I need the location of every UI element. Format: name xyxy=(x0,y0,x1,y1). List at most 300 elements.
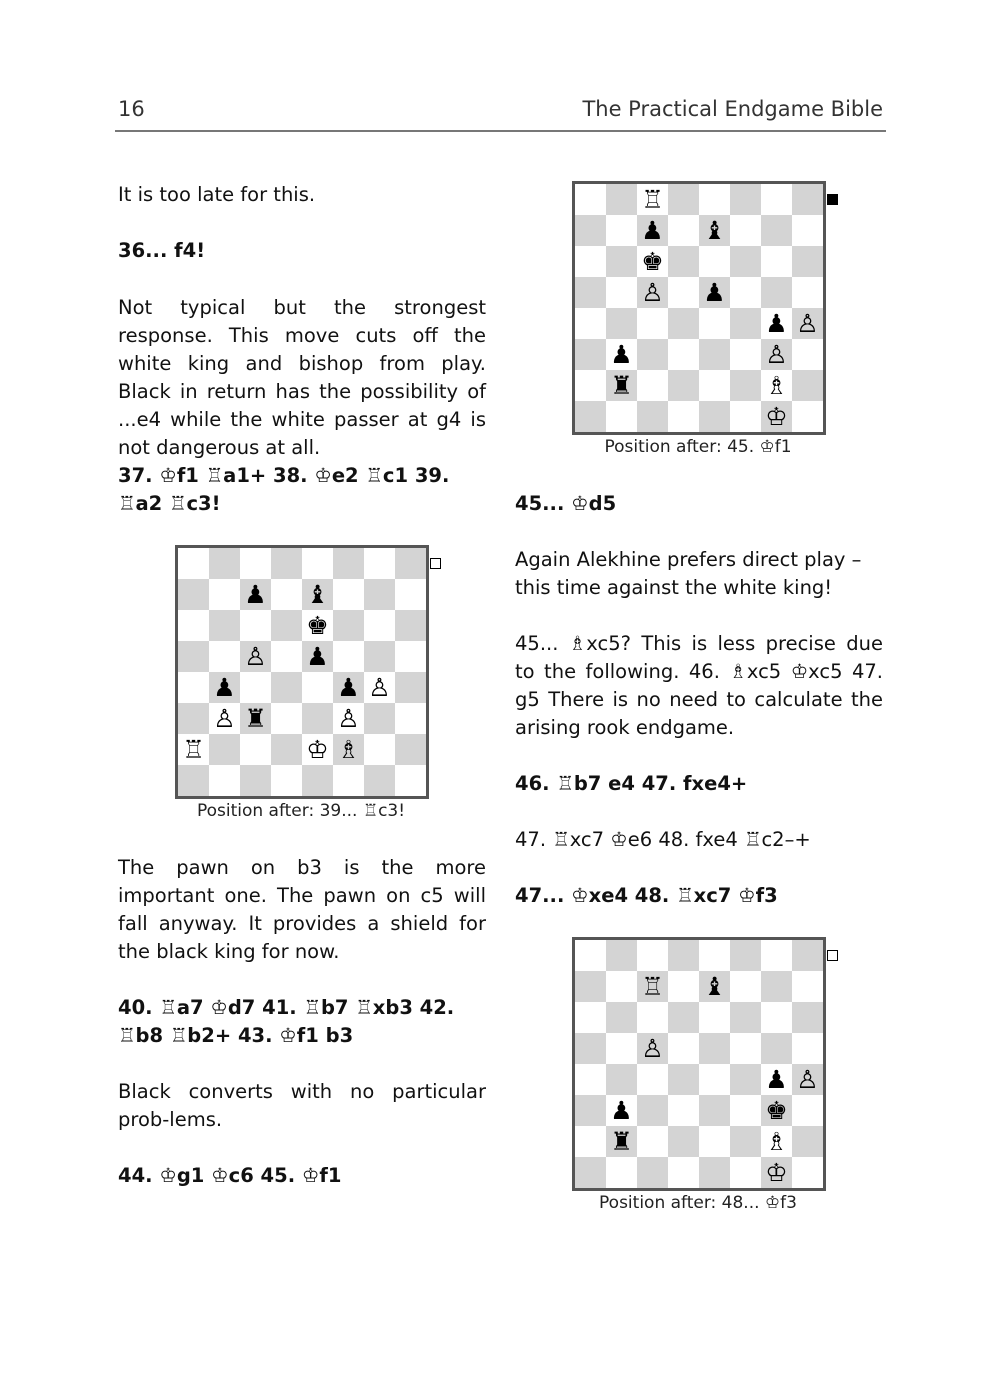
board-square xyxy=(364,641,395,672)
move-text: g1 xyxy=(176,1164,212,1187)
board-square xyxy=(792,339,823,370)
move-text: 40. xyxy=(118,996,160,1019)
board-square xyxy=(575,1095,606,1126)
board-square xyxy=(333,641,364,672)
move-line xyxy=(515,490,883,518)
move-text: a1+ 38. xyxy=(223,464,315,487)
board-square xyxy=(792,215,823,246)
board-square xyxy=(395,579,426,610)
black-pawn-icon: ♟ xyxy=(765,309,788,338)
board-square xyxy=(668,1157,699,1188)
move-text: 47... xyxy=(515,884,572,907)
black-pawn-icon: ♟ xyxy=(306,642,329,671)
board-square xyxy=(761,215,792,246)
figurine-icon: ♖ xyxy=(205,464,224,487)
board-square xyxy=(606,246,637,277)
board-square xyxy=(606,370,637,401)
chess-diagram xyxy=(572,937,826,1191)
board-square xyxy=(637,401,668,432)
board-square xyxy=(178,579,209,610)
figurine-icon: ♖ xyxy=(355,996,373,1019)
board-square xyxy=(395,641,426,672)
board-square xyxy=(699,308,730,339)
board-square xyxy=(699,940,730,971)
move-text: b8 xyxy=(135,1024,170,1047)
figurine-icon: ♔ xyxy=(279,1024,297,1047)
board-square xyxy=(637,971,668,1002)
figurine-icon: ♖ xyxy=(676,884,694,907)
board-square xyxy=(271,672,302,703)
move-text: 37. xyxy=(118,464,160,487)
white-bishop-icon: ♗ xyxy=(337,735,360,764)
figurine-icon: ♖ xyxy=(118,1024,136,1047)
board-square xyxy=(730,401,761,432)
board-square xyxy=(699,1157,730,1188)
white-pawn-icon: ♙ xyxy=(213,704,236,733)
white-pawn-icon: ♙ xyxy=(796,309,819,338)
board-square xyxy=(333,703,364,734)
board-square xyxy=(699,1126,730,1157)
figurine-icon: ♖ xyxy=(365,464,383,487)
header-rule xyxy=(115,130,886,132)
board-square xyxy=(606,401,637,432)
board-square xyxy=(240,765,271,796)
board-square xyxy=(606,1095,637,1126)
board-square xyxy=(302,765,333,796)
board-square xyxy=(730,215,761,246)
move-line: 36... f4! xyxy=(118,239,206,262)
board-square xyxy=(606,184,637,215)
move-text: a2 xyxy=(135,492,169,515)
move-text: e6 48. fxe4 xyxy=(627,828,744,851)
white-king-icon: ♔ xyxy=(765,402,788,431)
board-square xyxy=(761,1157,792,1188)
move-text: xc5 47. g5 There is no need to calculate the arising rook endgame. xyxy=(515,660,883,739)
board-square xyxy=(668,1126,699,1157)
figurine-icon: ♖ xyxy=(556,772,574,795)
board-square xyxy=(730,1002,761,1033)
board-square xyxy=(668,1033,699,1064)
board-square xyxy=(699,971,730,1002)
text-paragraph xyxy=(515,826,883,854)
move-text: 44. xyxy=(118,1164,160,1187)
black-king-icon: ♚ xyxy=(306,611,329,640)
move-text: 47. xyxy=(515,828,553,851)
move-text: xe4 48. xyxy=(588,884,677,907)
board-square xyxy=(209,734,240,765)
move-text: f1 b3 xyxy=(296,1024,354,1047)
board-square xyxy=(178,610,209,641)
move-text: c2–+ xyxy=(761,828,811,851)
board-square xyxy=(668,401,699,432)
board-square xyxy=(699,1033,730,1064)
board-square xyxy=(302,672,333,703)
board-square xyxy=(668,940,699,971)
board-square xyxy=(761,339,792,370)
figurine-icon: ♔ xyxy=(211,1164,229,1187)
black-pawn-icon: ♟ xyxy=(610,1096,633,1125)
board-square xyxy=(271,703,302,734)
board-square xyxy=(240,548,271,579)
move-text: xb3 42. xyxy=(372,996,455,1019)
board-square xyxy=(606,1126,637,1157)
black-rook-icon: ♜ xyxy=(244,704,267,733)
text-paragraph: The pawn on b3 is the more important one. The pawn on c5 will fall anyway. It provides a shield for the black king for now. xyxy=(118,856,486,963)
board-square xyxy=(699,339,730,370)
book-title: The Practical Endgame Bible xyxy=(582,97,883,121)
board-square xyxy=(699,1064,730,1095)
black-pawn-icon: ♟ xyxy=(213,673,236,702)
white-to-move-marker xyxy=(827,950,838,961)
board-square xyxy=(364,610,395,641)
figurine-icon: ♔ xyxy=(738,884,756,907)
board-square xyxy=(575,1157,606,1188)
board-square xyxy=(178,734,209,765)
board-square xyxy=(606,277,637,308)
figurine-icon: ♖ xyxy=(159,996,177,1019)
black-king-icon: ♚ xyxy=(765,1096,788,1125)
board-square xyxy=(575,1002,606,1033)
board-square xyxy=(575,1126,606,1157)
move-line xyxy=(118,462,486,518)
board-square xyxy=(668,1002,699,1033)
figurine-icon: ♔ xyxy=(790,660,809,683)
black-pawn-icon: ♟ xyxy=(703,278,726,307)
move-text: xc7 xyxy=(693,884,739,907)
board-square xyxy=(668,246,699,277)
move-line xyxy=(118,1162,486,1190)
board-square xyxy=(575,370,606,401)
board-square xyxy=(761,184,792,215)
white-pawn-icon: ♙ xyxy=(641,1034,664,1063)
board-square xyxy=(364,579,395,610)
black-rook-icon: ♜ xyxy=(610,1127,633,1156)
black-pawn-icon: ♟ xyxy=(244,580,267,609)
text-paragraph: It is too late for this. xyxy=(118,183,316,206)
black-pawn-icon: ♟ xyxy=(337,673,360,702)
white-pawn-icon: ♙ xyxy=(796,1065,819,1094)
board-square xyxy=(178,548,209,579)
text-paragraph: Again Alekhine prefers direct play – this time against the white king! xyxy=(515,548,862,599)
white-bishop-icon: ♗ xyxy=(765,1127,788,1156)
board-square xyxy=(792,246,823,277)
board-square xyxy=(637,246,668,277)
board-square xyxy=(302,548,333,579)
board-square xyxy=(606,971,637,1002)
figurine-icon: ♔ xyxy=(159,464,177,487)
board-square xyxy=(606,339,637,370)
white-rook-icon: ♖ xyxy=(182,735,205,764)
board-square xyxy=(271,579,302,610)
board-square xyxy=(637,1064,668,1095)
board-square xyxy=(240,734,271,765)
diagram-caption: Position after: 48... ♔f3 xyxy=(599,1193,797,1213)
move-text: c1 39. xyxy=(382,464,450,487)
board-square xyxy=(761,1064,792,1095)
board-square xyxy=(333,734,364,765)
board-square xyxy=(761,971,792,1002)
move-text: xc5? This is less precise due to the following. 46. xyxy=(515,632,883,683)
board-square xyxy=(668,308,699,339)
board-square xyxy=(302,610,333,641)
white-king-icon: ♔ xyxy=(765,1158,788,1187)
board-square xyxy=(730,308,761,339)
board-square xyxy=(730,1064,761,1095)
board-square xyxy=(792,1033,823,1064)
move-text: f1 xyxy=(319,1164,342,1187)
board-square xyxy=(209,672,240,703)
board-square xyxy=(364,672,395,703)
board-square xyxy=(333,548,364,579)
board-square xyxy=(730,1033,761,1064)
board-square xyxy=(730,184,761,215)
white-king-icon: ♔ xyxy=(306,735,329,764)
board-square xyxy=(240,672,271,703)
move-text: b7 xyxy=(320,996,356,1019)
board-square xyxy=(395,610,426,641)
white-rook-icon: ♖ xyxy=(641,185,664,214)
board-square xyxy=(209,765,240,796)
figurine-icon: ♖ xyxy=(118,492,136,515)
move-text: f1 xyxy=(176,464,206,487)
board-square xyxy=(209,548,240,579)
board-square xyxy=(668,215,699,246)
board-square xyxy=(302,734,333,765)
board-square xyxy=(606,308,637,339)
board-square xyxy=(792,401,823,432)
board-square xyxy=(730,277,761,308)
board-square xyxy=(792,184,823,215)
board-square xyxy=(209,703,240,734)
board-square xyxy=(761,1033,792,1064)
board-square xyxy=(637,215,668,246)
board-square xyxy=(699,1002,730,1033)
board-square xyxy=(271,765,302,796)
board-square xyxy=(792,277,823,308)
board-square xyxy=(792,308,823,339)
white-rook-icon: ♖ xyxy=(641,972,664,1001)
board-square xyxy=(302,579,333,610)
chess-diagram xyxy=(572,181,826,435)
board-square xyxy=(668,1095,699,1126)
board-square xyxy=(792,940,823,971)
text-paragraph xyxy=(515,630,883,742)
board-square xyxy=(668,339,699,370)
board-square xyxy=(575,277,606,308)
move-line xyxy=(515,882,883,910)
black-rook-icon: ♜ xyxy=(610,371,633,400)
board-square xyxy=(240,641,271,672)
board-square xyxy=(575,1033,606,1064)
board-square xyxy=(575,339,606,370)
figurine-icon: ♔ xyxy=(314,464,332,487)
board-square xyxy=(668,184,699,215)
board-square xyxy=(699,401,730,432)
board-square xyxy=(178,765,209,796)
board-square xyxy=(395,672,426,703)
board-square xyxy=(730,940,761,971)
black-bishop-icon: ♝ xyxy=(306,580,329,609)
figurine-icon: ♔ xyxy=(571,492,589,515)
white-to-move-marker xyxy=(430,558,441,569)
board-square xyxy=(333,610,364,641)
board-square xyxy=(240,703,271,734)
board-square xyxy=(575,308,606,339)
board-square xyxy=(637,339,668,370)
white-pawn-icon: ♙ xyxy=(765,340,788,369)
board-square xyxy=(637,184,668,215)
board-square xyxy=(730,1095,761,1126)
board-square xyxy=(761,308,792,339)
figurine-icon: ♖ xyxy=(743,828,762,851)
board-square xyxy=(668,971,699,1002)
board-square xyxy=(606,1157,637,1188)
move-text: b7 e4 47. fxe4+ xyxy=(573,772,748,795)
board-square xyxy=(333,579,364,610)
board-square xyxy=(668,370,699,401)
black-pawn-icon: ♟ xyxy=(610,340,633,369)
board-square xyxy=(637,277,668,308)
figurine-icon: ♔ xyxy=(301,1164,320,1187)
board-square xyxy=(575,401,606,432)
board-square xyxy=(637,1126,668,1157)
board-square xyxy=(395,548,426,579)
diagram-caption: Position after: 45. ♔f1 xyxy=(604,437,792,457)
board-square xyxy=(240,579,271,610)
board-square xyxy=(209,579,240,610)
white-pawn-icon: ♙ xyxy=(368,673,391,702)
move-text: d7 41. xyxy=(227,996,304,1019)
board-square xyxy=(730,246,761,277)
board-square xyxy=(575,940,606,971)
board-square xyxy=(637,940,668,971)
figurine-icon: ♖ xyxy=(169,492,187,515)
figurine-icon: ♗ xyxy=(729,660,747,683)
board-square xyxy=(209,641,240,672)
board-square xyxy=(761,370,792,401)
move-text: c6 45. xyxy=(228,1164,302,1187)
board-square xyxy=(668,277,699,308)
figurine-icon: ♔ xyxy=(571,884,589,907)
board-square xyxy=(730,370,761,401)
black-king-icon: ♚ xyxy=(641,247,664,276)
board-square xyxy=(792,1064,823,1095)
white-bishop-icon: ♗ xyxy=(765,371,788,400)
board-square xyxy=(575,246,606,277)
board-square xyxy=(699,370,730,401)
move-text: 45... xyxy=(515,632,569,655)
text-paragraph: Not typical but the strongest response. This move cuts off the white king and bishop from play. Black in return has the possibility of ...e4 while the white passer at g4 is not dangerous at all. xyxy=(118,296,486,459)
figurine-icon: ♔ xyxy=(610,828,628,851)
move-text: e2 xyxy=(331,464,366,487)
board-square xyxy=(606,940,637,971)
board-square xyxy=(699,246,730,277)
board-square xyxy=(606,1002,637,1033)
move-text: xc7 xyxy=(569,828,611,851)
figurine-icon: ♗ xyxy=(568,632,587,655)
text-paragraph: Black converts with no particular prob-lems. xyxy=(118,1080,486,1131)
board-square xyxy=(364,765,395,796)
board-square xyxy=(575,215,606,246)
board-square xyxy=(792,1157,823,1188)
board-square xyxy=(730,339,761,370)
board-square xyxy=(178,641,209,672)
white-pawn-icon: ♙ xyxy=(244,642,267,671)
board-square xyxy=(575,1064,606,1095)
board-square xyxy=(699,215,730,246)
board-square xyxy=(761,277,792,308)
board-square xyxy=(637,1002,668,1033)
board-square xyxy=(699,277,730,308)
board-square xyxy=(240,610,271,641)
board-square xyxy=(178,672,209,703)
board-square xyxy=(271,610,302,641)
board-square xyxy=(792,1002,823,1033)
board-square xyxy=(637,308,668,339)
figurine-icon: ♔ xyxy=(210,996,228,1019)
black-to-move-marker xyxy=(827,194,838,205)
board-square xyxy=(761,246,792,277)
board-square xyxy=(333,672,364,703)
board-square xyxy=(730,1157,761,1188)
board-square xyxy=(178,703,209,734)
board-square xyxy=(792,1095,823,1126)
board-square xyxy=(761,1126,792,1157)
board-square xyxy=(637,1095,668,1126)
board-square xyxy=(302,703,333,734)
black-pawn-icon: ♟ xyxy=(641,216,664,245)
figurine-icon: ♖ xyxy=(169,1024,188,1047)
board-square xyxy=(761,1095,792,1126)
board-square xyxy=(364,703,395,734)
board-square xyxy=(271,548,302,579)
board-square xyxy=(606,1033,637,1064)
board-square xyxy=(761,401,792,432)
black-bishop-icon: ♝ xyxy=(703,216,726,245)
black-bishop-icon: ♝ xyxy=(703,972,726,1001)
board-square xyxy=(730,1126,761,1157)
board-square xyxy=(699,1095,730,1126)
white-pawn-icon: ♙ xyxy=(337,704,360,733)
board-square xyxy=(792,971,823,1002)
board-square xyxy=(271,641,302,672)
chess-diagram xyxy=(175,545,429,799)
move-text: f3 xyxy=(755,884,778,907)
board-square xyxy=(395,765,426,796)
move-text: 45... xyxy=(515,492,572,515)
diagram-caption: Position after: 39... ♖c3! xyxy=(196,801,406,821)
figurine-icon: ♖ xyxy=(552,828,570,851)
move-text: a7 xyxy=(176,996,211,1019)
move-text: b2+ 43. xyxy=(187,1024,280,1047)
board-square xyxy=(395,703,426,734)
move-text: 46. xyxy=(515,772,557,795)
board-square xyxy=(792,370,823,401)
black-pawn-icon: ♟ xyxy=(765,1065,788,1094)
board-square xyxy=(761,940,792,971)
move-text: xc5 xyxy=(746,660,791,683)
board-square xyxy=(668,1064,699,1095)
page-number: 16 xyxy=(118,97,145,121)
figurine-icon: ♔ xyxy=(159,1164,177,1187)
board-square xyxy=(606,1064,637,1095)
board-square xyxy=(637,1157,668,1188)
board-square xyxy=(606,215,637,246)
board-square xyxy=(637,1033,668,1064)
move-text: c3! xyxy=(186,492,221,515)
board-square xyxy=(333,765,364,796)
board-square xyxy=(637,370,668,401)
